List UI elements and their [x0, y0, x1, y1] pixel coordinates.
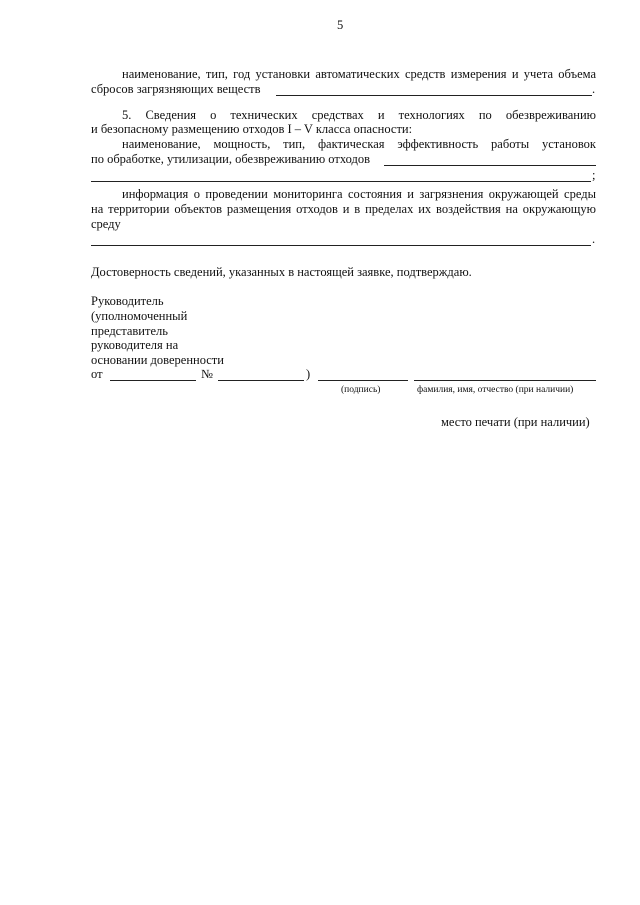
name-fill-line — [414, 380, 596, 381]
section-5-fill-line-1 — [384, 165, 596, 166]
close-paren: ) — [306, 367, 311, 381]
section-5-semicolon: ; — [592, 168, 596, 182]
signatory-line-1: Руководитель — [91, 294, 164, 308]
name-caption: фамилия, имя, отчество (при наличии) — [417, 385, 574, 395]
signature-fill-line — [318, 380, 408, 381]
monitoring-fill-line — [91, 245, 591, 246]
section-5-line-3: наименование, мощность, тип, фактическая эффективность работы установок — [122, 137, 596, 151]
date-fill-line — [110, 380, 196, 381]
section-5-line-1: 5. Сведения о технических средствах и технологиях по обезвреживанию — [122, 108, 596, 122]
section-4-line-2: сбросов загрязняющих веществ — [91, 82, 261, 96]
confirmation-statement: Достоверность сведений, указанных в настоящей заявке, подтверждаю. — [91, 265, 472, 279]
signatory-line-3: представитель — [91, 324, 168, 338]
signatory-line-5: основании доверенности — [91, 353, 224, 367]
section-4-fill-line — [276, 95, 592, 96]
page-number: 5 — [337, 18, 344, 32]
monitoring-line-1: информация о проведении мониторинга состояния и загрязнения окружающей среды — [122, 187, 596, 201]
section-5-fill-line-2 — [91, 181, 591, 182]
monitoring-end: . — [592, 232, 596, 246]
section-5-line-4: по обработке, утилизации, обезвреживанию отходов — [91, 152, 371, 166]
signatory-line-4: руководителя на — [91, 338, 179, 352]
section-4-line-1: наименование, тип, год установки автоматических средств измерения и учета объема — [122, 67, 596, 81]
section-4-end: . — [592, 82, 596, 96]
monitoring-line-3: среду — [91, 217, 121, 231]
number-fill-line — [218, 380, 304, 381]
number-label: № — [201, 367, 213, 381]
monitoring-line-2: на территории объектов размещения отходов и в пределах их воздействия на окружающую — [91, 202, 596, 216]
stamp-place: место печати (при наличии) — [441, 415, 590, 429]
signatory-line-2: (уполномоченный — [91, 309, 188, 323]
from-label: от — [91, 367, 103, 381]
section-5-line-2: и безопасному размещению отходов I – V класса опасности: — [91, 122, 413, 136]
signature-caption: (подпись) — [341, 385, 381, 395]
